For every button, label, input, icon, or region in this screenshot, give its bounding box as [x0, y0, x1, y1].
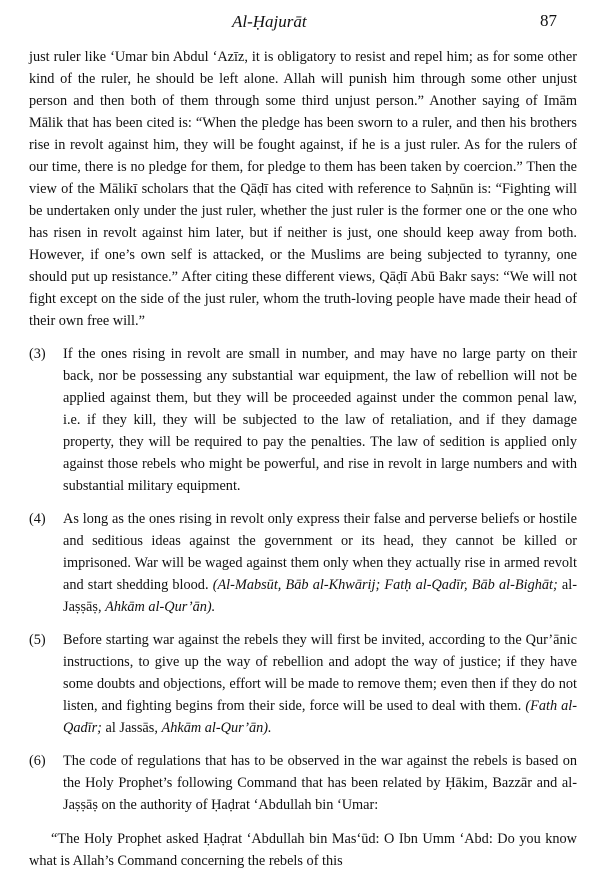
body-text	[29, 46, 577, 872]
item-reference-plain: al Jassās,	[101, 720, 162, 736]
item-body: The code of regulations that has to be observed in the war against the rebels is based on the Holy Prophet’s following Command that has been related by Ḥākim, Bazzār and al-Jaṣṣāṣ on the authority of Ḥaḍrat ‘Abdullah bin ‘Umar:	[63, 753, 577, 813]
item-number: (6)	[29, 753, 46, 769]
running-title: Al-Ḥajurāt	[232, 12, 307, 31]
page-header	[0, 10, 600, 34]
item-reference: (Fath al-Qadīr;	[63, 698, 577, 736]
intro-paragraph	[29, 46, 577, 332]
item-text	[63, 343, 577, 497]
item-number: (3)	[29, 346, 46, 362]
item-text	[63, 629, 577, 739]
list-item	[29, 629, 577, 739]
item-text	[63, 508, 577, 618]
list-item	[29, 750, 577, 816]
list-item	[29, 508, 577, 618]
block-quote	[29, 828, 577, 872]
item-reference: Ahkām al-Qur’ān).	[105, 599, 216, 615]
item-reference: Ahkām al-Qur’ān).	[161, 720, 272, 736]
item-number: (5)	[29, 632, 46, 648]
item-body: Before starting war against the rebels they will first be invited, according to the Qur’ānic instructions, to give up the way of rebellion and adopt the way of justice; if they have some doubts and objections, effort will be made to remove them; even then if they do not listen, and fighting begins from their side, force will be used to deal with them.	[63, 632, 577, 714]
item-text	[63, 750, 577, 816]
page-number: 87	[540, 11, 557, 30]
item-reference: (Al-Mabsūt, Bāb al-Khwārij; Fatḥ al-Qadīr, Bāb al-Bighāt;	[212, 577, 558, 593]
item-reference-plain: al-Jaṣṣāṣ,	[63, 577, 577, 615]
item-body: As long as the ones rising in revolt only express their false and perverse beliefs or hostile and seditious ideas against the government or its head, they cannot be killed or imprisoned. War will be waged against them only when they actually rise in armed revolt and start shedding blood.	[63, 511, 577, 593]
list-item	[29, 343, 577, 497]
quote-text: “The Holy Prophet asked Ḥaḍrat ‘Abdullah bin Mas‘ūd: O Ibn Umm ‘Abd: Do you know what is Allah’s Command concerning the rebels of this	[29, 831, 577, 869]
item-body: If the ones rising in revolt are small in number, and may have no large party on their back, nor be possessing any substantial war equipment, the law of rebellion will not be applied against them, but they will be proceeded against under the common penal law, i.e. if they kill, they will be subjected to the law of retaliation, and if they damage property, they will be required to pay the penalties. The law of sedition is applied only against those rebels who might be powerful, and rise in revolt in large numbers and with substantial military equipment.	[63, 346, 577, 494]
intro-text: just ruler like ‘Umar bin Abdul ‘Azīz, it is obligatory to resist and repel him; as for some other kind of the ruler, he should be left alone. Allah will punish him through some other unjust person and then both of them through some third unjust person.” Another saying of Imām Mālik that has been cited is: “When the pledge has been sworn to a ruler, and then his brothers rise in revolt against him, they will be fought against, if he is a just ruler. As for the rulers of our time, there is no pledge for them, for pledge to them has been taken by coercion.” Then the view of the Mālikī scholars that the Qāḍī has cited with reference to Saḥnūn is: “Fighting will be undertaken only under the just ruler, whether the just ruler is the former one or the one who has risen in revolt against him later, but if neither is just, one should keep away from both. However, if one’s own self is attacked, or the Muslims are being subjected to tyranny, one should put up resistance.” After citing these different views, Qāḍī Abū Bakr says: “We will not fight except on the side of the just ruler, whom the truth-loving people have made their head of their own free will.”	[29, 49, 577, 329]
item-number: (4)	[29, 511, 46, 527]
